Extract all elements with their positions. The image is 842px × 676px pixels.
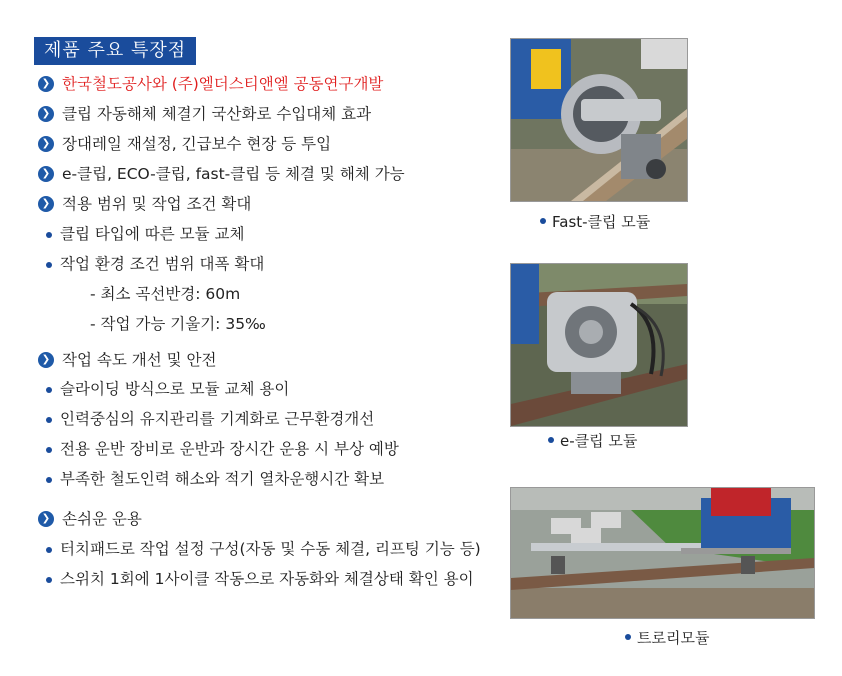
feature-text: 적용 범위 및 작업 조건 확대 xyxy=(62,195,252,213)
chevron-right-circle-icon: ❯ xyxy=(38,76,54,92)
dot-icon xyxy=(540,218,546,224)
feature-text: 클립 타입에 따른 모듈 교체 xyxy=(60,225,245,243)
dot-icon xyxy=(46,232,52,238)
feature-text: 슬라이딩 방식으로 모듈 교체 용이 xyxy=(60,380,290,398)
chevron-right-circle-icon: ❯ xyxy=(38,166,54,182)
feature-text: e-클립, ECO-클립, fast-클립 등 체결 및 해체 가능 xyxy=(62,165,405,183)
feature-text: 작업 환경 조건 범위 대폭 확대 xyxy=(60,255,265,273)
dot-icon xyxy=(548,437,554,443)
feature-text: 손쉬운 운용 xyxy=(62,510,142,528)
dot-icon xyxy=(46,547,52,553)
feature-text: 클립 자동해체 체결기 국산화로 수입대체 효과 xyxy=(62,105,372,123)
dot-icon xyxy=(46,417,52,423)
dot-icon xyxy=(46,477,52,483)
dot-icon xyxy=(46,387,52,393)
chevron-right-circle-icon: ❯ xyxy=(38,196,54,212)
section-title: 제품 주요 특장점 xyxy=(34,37,196,65)
dot-icon xyxy=(46,262,52,268)
feature-text: 한국철도공사와 (주)엘더스티앤엘 공동연구개발 xyxy=(62,75,384,93)
figure-caption: 트로리모듈 xyxy=(625,628,709,648)
e-clip-module-photo xyxy=(510,263,688,427)
figure-caption: e-클립 모듈 xyxy=(548,431,637,451)
feature-text: - 작업 가능 기울기: 35‰ xyxy=(90,315,266,333)
feature-text: 부족한 철도인력 해소와 적기 열차운행시간 확보 xyxy=(60,470,385,488)
fast-clip-module-photo xyxy=(510,38,688,202)
feature-text: 스위치 1회에 1사이클 작동으로 자동화와 체결상태 확인 용이 xyxy=(60,570,474,588)
dot-icon xyxy=(625,634,631,640)
feature-text: 전용 운반 장비로 운반과 장시간 운용 시 부상 예방 xyxy=(60,440,399,458)
feature-text: 장대레일 재설정, 긴급보수 현장 등 투입 xyxy=(62,135,332,153)
dot-icon xyxy=(46,447,52,453)
feature-text: - 최소 곡선반경: 60m xyxy=(90,285,241,303)
chevron-right-circle-icon: ❯ xyxy=(38,352,54,368)
chevron-right-circle-icon: ❯ xyxy=(38,136,54,152)
chevron-right-circle-icon: ❯ xyxy=(38,511,54,527)
chevron-right-circle-icon: ❯ xyxy=(38,106,54,122)
feature-text: 터치패드로 작업 설정 구성(자동 및 수동 체결, 리프팅 기능 등) xyxy=(60,540,481,558)
feature-text: 인력중심의 유지관리를 기계화로 근무환경개선 xyxy=(60,410,375,428)
feature-text: 작업 속도 개선 및 안전 xyxy=(62,351,217,369)
dot-icon xyxy=(46,577,52,583)
figure-caption: Fast-클립 모듈 xyxy=(540,212,650,232)
trolley-module-photo xyxy=(510,487,815,619)
